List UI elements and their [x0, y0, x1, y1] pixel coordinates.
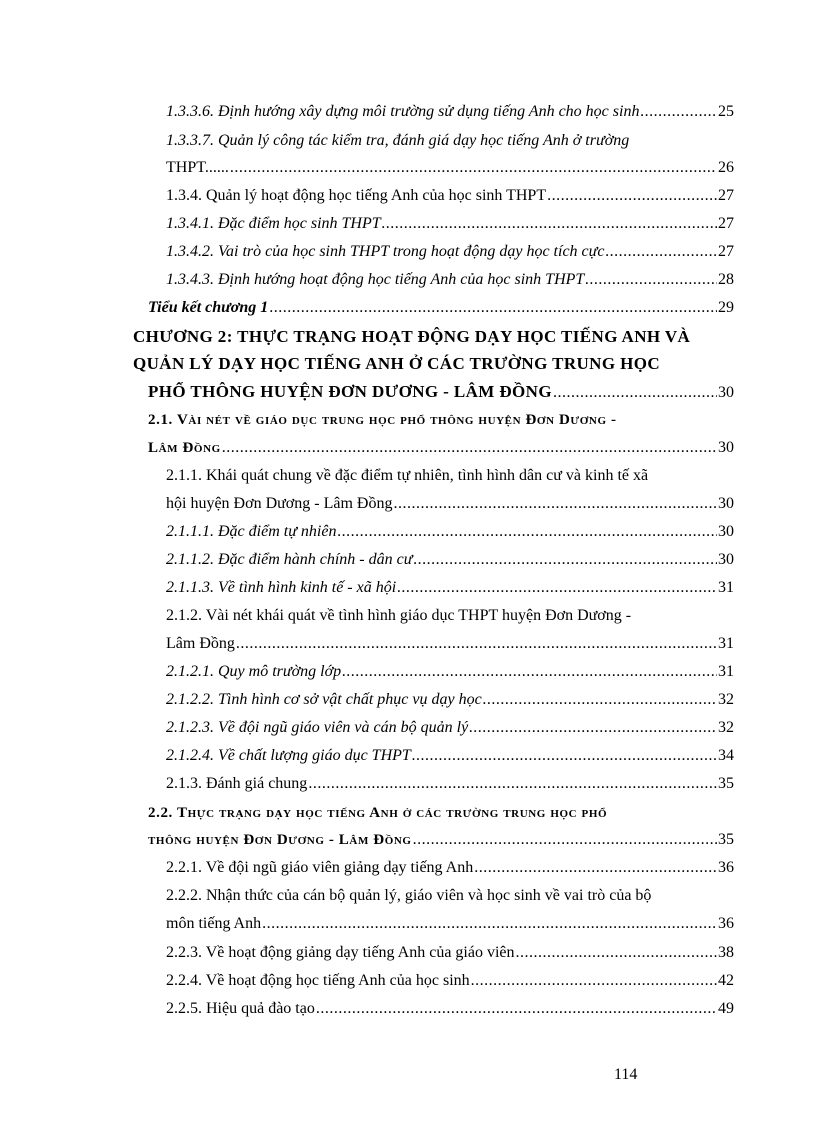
toc-page-number: 34 [718, 747, 734, 764]
toc-leader-dots [469, 718, 717, 738]
toc-page-number: 27 [718, 243, 734, 260]
toc-leader-dots [474, 858, 717, 878]
toc-page-number: 30 [718, 495, 734, 512]
toc-entry-title: 2.1.2.4. Về chất lượng giáo dục THPT [166, 747, 411, 764]
toc-page-number: 27 [718, 215, 734, 232]
toc-page-number: 30 [718, 384, 734, 401]
toc-page-number: 30 [718, 551, 734, 568]
chapter-title-line1: CHƯƠNG 2: THỰC TRẠNG HOẠT ĐỘNG DẠY HỌC TIẾNG ANH VÀ [133, 327, 691, 346]
toc-entry-title: 1.3.3.6. Định hướng xây dựng môi trường sử dụng tiếng Anh cho học sinh [166, 103, 640, 120]
toc-leader-dots [316, 999, 717, 1019]
toc-entry-title: THPT...... [166, 159, 229, 176]
toc-entry[interactable] [166, 858, 734, 878]
toc-leader-dots [413, 550, 717, 570]
section-title-line1: 2.1. Vài nét về giáo dục trung học phổ thông huyện Đơn Dương - [148, 412, 617, 428]
toc-page-number: 31 [718, 635, 734, 652]
toc-entry-title: Lâm Đồng [148, 440, 221, 456]
toc-entry[interactable] [166, 214, 734, 234]
toc-page-number: 42 [718, 972, 734, 989]
toc-leader-dots [605, 242, 717, 262]
toc-entry[interactable] [166, 634, 734, 654]
toc-entry-title: 2.2.3. Về hoạt động giảng dạy tiếng Anh của giáo viên [166, 944, 515, 961]
toc-entry-title-line1: 1.3.3.7. Quản lý công tác kiểm tra, đánh giá dạy học tiếng Anh ở trường [166, 132, 630, 149]
toc-page-number: 49 [718, 1000, 734, 1017]
toc-page-number: 36 [718, 859, 734, 876]
toc-entry-title: 2.1.1.1. Đặc điểm tự nhiên [166, 523, 337, 540]
toc-page-number: 31 [718, 663, 734, 680]
toc-entry[interactable] [166, 186, 734, 206]
toc-page-number: 36 [718, 915, 734, 932]
toc-entry-title: 2.2.4. Về hoạt động học tiếng Anh của học sinh [166, 972, 470, 989]
toc-page-number: 27 [718, 187, 734, 204]
toc-leader-dots [342, 662, 717, 682]
toc-page-number: 29 [718, 299, 734, 316]
toc-leader-dots [516, 943, 717, 963]
toc-leader-dots [269, 298, 717, 318]
toc-page-number: 25 [718, 103, 734, 120]
toc-entry[interactable] [166, 550, 734, 570]
toc-entry-title: 2.1.1.3. Về tình hình kinh tế - xã hội [166, 579, 397, 596]
toc-entry[interactable] [148, 298, 734, 318]
toc-entry-title-line1: 2.2.2. Nhận thức của cán bộ quản lý, giáo viên và học sinh về vai trò của bộ [166, 887, 652, 904]
toc-entry-title-line1: 2.1.1. Khái quát chung về đặc điểm tự nhiên, tình hình dân cư và kinh tế xã [166, 467, 649, 484]
toc-entry[interactable] [166, 718, 734, 738]
toc-entry-title: 2.1.2.2. Tình hình cơ sở vật chất phục vụ dạy học [166, 691, 482, 708]
toc-leader-dots [413, 830, 717, 850]
toc-leader-dots [337, 522, 717, 542]
toc-entry[interactable] [166, 102, 734, 122]
toc-entry-title: 1.3.4. Quản lý hoạt động học tiếng Anh của học sinh THPT [166, 187, 547, 204]
toc-entry[interactable] [166, 578, 734, 598]
toc-entry-title: 2.2.1. Về đội ngũ giáo viên giảng dạy tiếng Anh [166, 859, 474, 876]
toc-leader-dots [308, 774, 717, 794]
toc-entry-title: thông huyện Đơn Dương - Lâm Đồng [148, 832, 412, 848]
toc-entry[interactable] [166, 242, 734, 262]
toc-entry-title: Lâm Đồng [166, 635, 235, 652]
toc-page-number: 30 [718, 439, 734, 456]
toc-leader-dots [236, 634, 717, 654]
toc-page-number: 28 [718, 271, 734, 288]
toc-entry[interactable] [166, 494, 734, 514]
toc-entry-title: 1.3.4.2. Vai trò của học sinh THPT trong hoạt động dạy học tích cực [166, 243, 605, 260]
toc-leader-dots [483, 690, 717, 710]
toc-leader-dots [262, 914, 717, 934]
toc-entry[interactable] [166, 270, 734, 290]
toc-entry-title: 2.1.1.2. Đặc điểm hành chính - dân cư [166, 551, 413, 568]
toc-entry[interactable] [166, 914, 734, 934]
toc-entry[interactable] [166, 943, 734, 963]
toc-entry-title: 2.1.2.1. Quy mô trường lớp [166, 663, 342, 680]
chapter-title-line2: QUẢN LÝ DẠY HỌC TIẾNG ANH Ở CÁC TRƯỜNG TRUNG HỌC [133, 354, 661, 373]
toc-leader-dots [585, 270, 717, 290]
toc-page-number: 32 [718, 719, 734, 736]
toc-entry[interactable] [166, 522, 734, 542]
page-number-footer: 114 [614, 1066, 638, 1083]
toc-leader-dots [382, 214, 717, 234]
toc-leader-dots [230, 158, 717, 178]
toc-entry-title: Tiểu kết chương 1 [148, 299, 269, 316]
toc-leader-dots [393, 494, 717, 514]
toc-entry-title: 2.2.5. Hiệu quả đào tạo [166, 1000, 315, 1017]
toc-page-number: 35 [718, 775, 734, 792]
toc-entry[interactable] [166, 690, 734, 710]
toc-leader-dots [397, 578, 717, 598]
toc-leader-dots [547, 186, 717, 206]
toc-entry[interactable] [148, 438, 734, 458]
toc-entry[interactable] [166, 662, 734, 682]
toc-leader-dots [640, 102, 717, 122]
toc-page-number: 35 [718, 831, 734, 848]
toc-page-number: 30 [718, 523, 734, 540]
section-title-line1: 2.2. Thực trạng dạy học tiếng Anh ở các trường trung học phổ [148, 805, 608, 821]
toc-page-number: 31 [718, 579, 734, 596]
toc-leader-dots [553, 383, 717, 402]
toc-entry-title: 2.1.2.3. Về đội ngũ giáo viên và cán bộ quản lý [166, 719, 469, 736]
toc-entry[interactable] [148, 830, 734, 850]
toc-leader-dots [471, 971, 717, 991]
toc-entry[interactable] [166, 999, 734, 1019]
toc-page-number: 26 [718, 159, 734, 176]
toc-entry-title: PHỔ THÔNG HUYỆN ĐƠN DƯƠNG - LÂM ĐỒNG [148, 382, 552, 401]
toc-entry-title: hội huyện Đơn Dương - Lâm Đồng [166, 495, 393, 512]
toc-entry-title: 1.3.4.1. Đặc điểm học sinh THPT [166, 215, 381, 232]
toc-entry[interactable] [148, 382, 734, 402]
toc-page-number: 32 [718, 691, 734, 708]
toc-entry-title-line1: 2.1.2. Vài nét khái quát về tình hình giáo dục THPT huyện Đơn Dương - [166, 607, 632, 624]
toc-leader-dots [412, 746, 717, 766]
toc-entry-title: 2.1.3. Đánh giá chung [166, 775, 308, 792]
toc-page-number: 38 [718, 944, 734, 961]
toc-leader-dots [222, 438, 717, 458]
toc-entry-title: môn tiếng Anh [166, 915, 262, 932]
toc-entry[interactable] [166, 746, 734, 766]
toc-entry[interactable] [166, 971, 734, 991]
toc-entry-title: 1.3.4.3. Định hướng hoạt động học tiếng Anh của học sinh THPT [166, 271, 585, 288]
toc-entry[interactable] [166, 774, 734, 794]
toc-entry[interactable] [166, 158, 734, 178]
